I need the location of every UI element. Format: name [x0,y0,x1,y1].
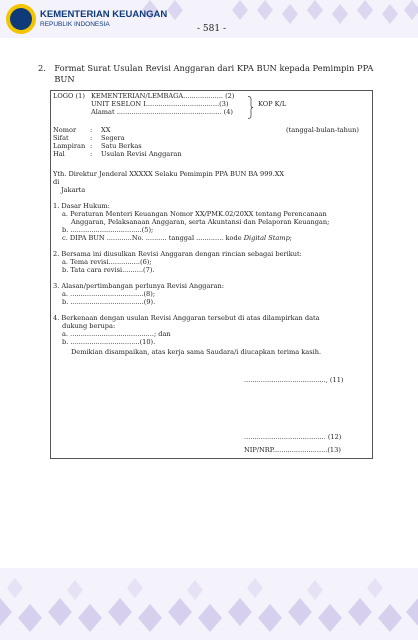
meta-sep: : [90,142,93,150]
item-1b: b. ..................................(5); [62,226,154,234]
item-3a: a. ...................................(8); [62,290,156,298]
org-name: KEMENTERIAN KEUANGAN [40,9,168,20]
item-2-title: 2. Bersama ini diusulkan Revisi Anggaran dengan rincian sebagai berikut: [53,250,302,258]
lampiran-value: Satu Berkas [101,142,142,150]
item-1a-line-1: a. Peraturan Menteri Keuangan Nomor XX/PMK.02/20XX tentang Perencanaan [62,210,327,218]
section-number: 2. [38,63,46,73]
brace-icon [248,96,253,119]
footer-pattern [0,568,418,640]
page-number: - 581 - [197,24,226,34]
ministry-logo [6,4,167,34]
item-2a: a. Tema revisi...............(6); [62,258,152,266]
meta-sep: : [90,150,93,158]
hal-value: Usulan Revisi Anggaran [101,150,182,158]
letter-template [50,90,373,459]
recipient-line-1: Yth. Direktur Jenderal XXXXX Selaku Pemimpin PPA BUN BA 999.XX [53,170,285,178]
meta-sep: : [90,134,93,142]
sifat-value: Segera [101,134,125,142]
item-1c-text: c. DIPA BUN ............No. .......... tanggal ............. kode [62,234,244,242]
emblem-icon [6,4,36,34]
recipient-line-2: di [53,178,60,186]
signature-place-date: ......................................., (11) [244,376,344,384]
kop-line-1: KEMENTERIAN/LEMBAGA................... (2) [91,92,235,100]
org-sub: REPUBLIK INDONESIA [40,21,110,28]
item-3b: b. ...................................(9). [62,298,156,306]
item-4-title-line-2: dukung berupa: [62,322,116,330]
closing-sentence: Demikian disampaikan, atas kerja sama Saudara/i diucapkan terima kasih. [71,348,322,356]
item-4b: b. .................................(10). [62,338,156,346]
nomor-value: XX [101,126,111,134]
signature-name: ....................................... (12) [244,433,342,441]
date-value: (tanggal-bulan-tahun) [286,126,359,134]
kop-logo: LOGO (1) [53,92,85,100]
item-4-title-line-1: 4. Berkenaan dengan usulan Revisi Anggaran tersebut di atas dilampirkan data [53,314,320,322]
kop-line-2: UNIT ESELON I...................................(3) [91,100,229,108]
kop-label: KOP K/L [258,100,287,108]
item-1a-line-2: Anggaran, Pelaksanaan Anggaran, serta Akuntansi dan Pelaporan Keuangan; [71,218,330,226]
sifat-label: Sifat [53,134,69,142]
recipient-line-3: Jakarta [61,186,86,194]
section-title: Format Surat Usulan Revisi Anggaran dari KPA BUN kepada Pemimpin PPA BUN [54,63,374,84]
kop-line-3: Alamat .................................................. (4) [91,108,233,116]
item-1c-italic: Digital Stamp [243,234,290,242]
lampiran-label: Lampiran [53,142,86,150]
signature-nip: NIP/NRP..........................(13) [244,446,341,454]
nomor-label: Nomor [53,126,77,134]
item-1c [62,234,292,243]
item-1-title: 1. Dasar Hukum: [53,202,110,210]
section-heading [38,63,383,84]
item-3-title: 3. Alasan/pertimbangan perlunya Revisi Anggaran: [53,282,225,290]
item-2b: b. Tata cara revisi..........(7). [62,266,155,274]
hal-label: Hal [53,150,65,158]
meta-sep: : [90,126,93,134]
item-4a: a. ........................................; dan [62,330,171,338]
item-1c-end: ; [289,234,293,242]
